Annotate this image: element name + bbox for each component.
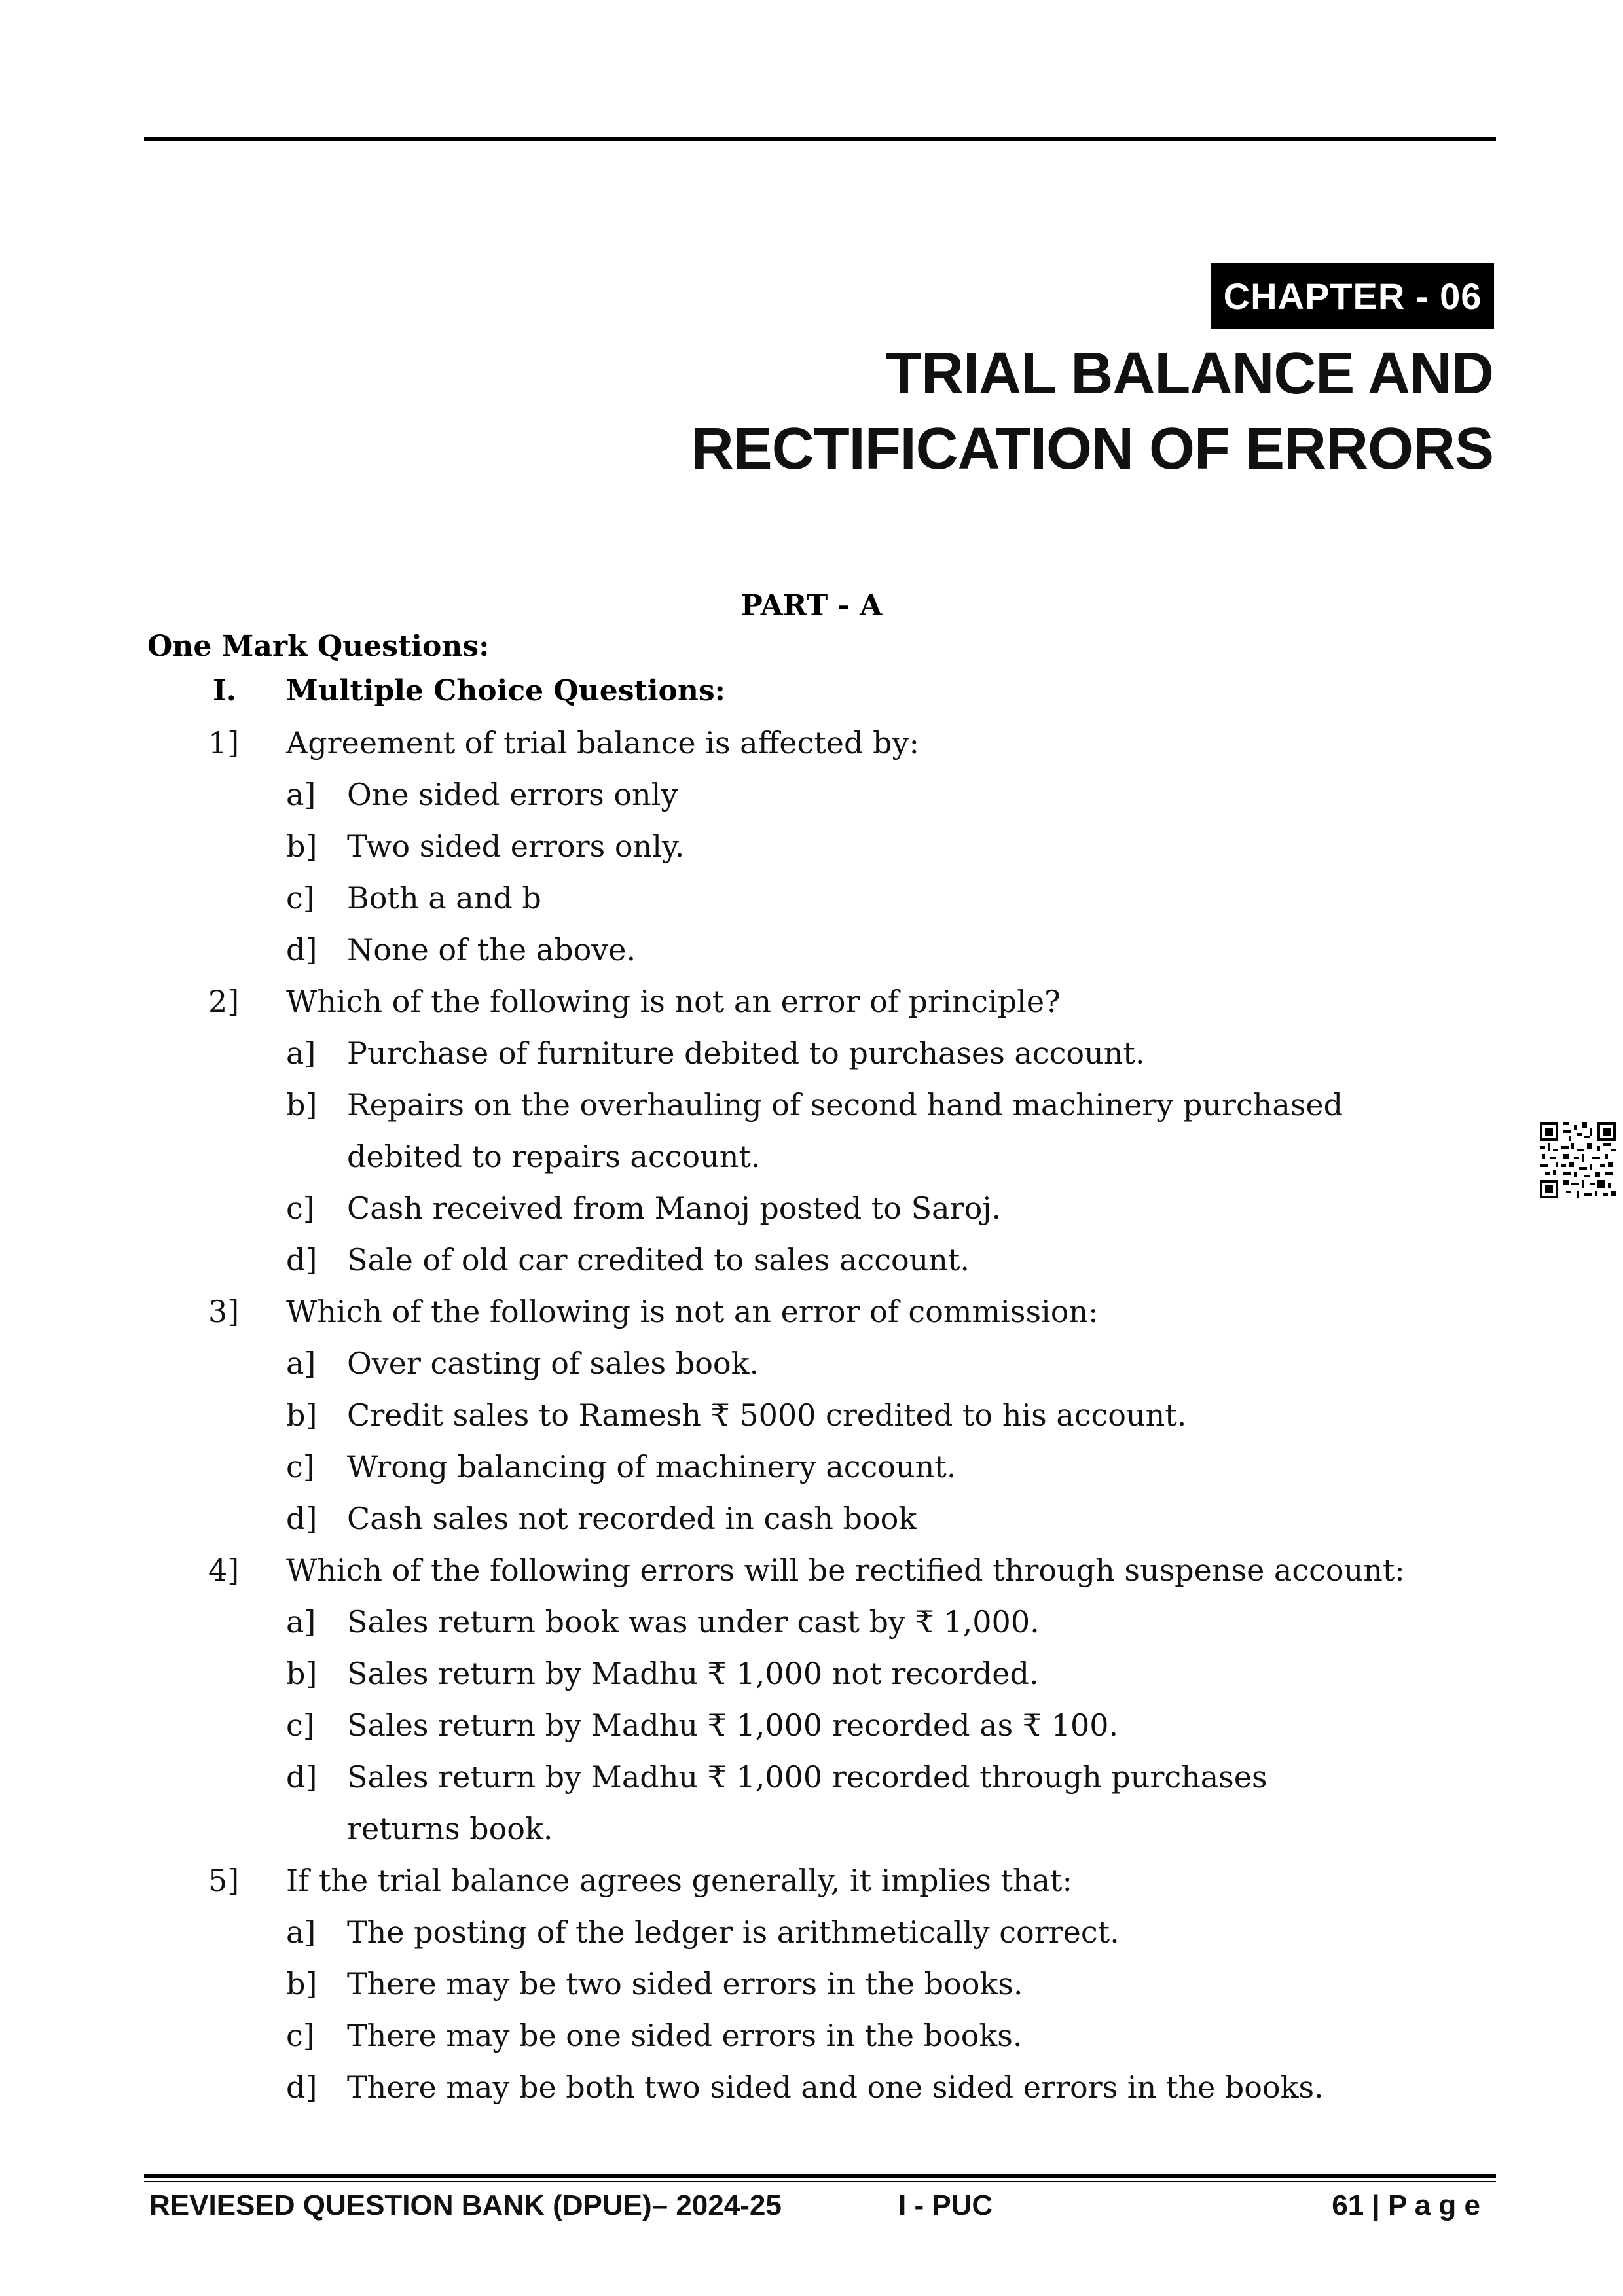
qr-code — [1540, 1122, 1616, 1198]
option-letter: c] — [286, 1708, 315, 1743]
question-number: 5] — [208, 1863, 240, 1898]
option-letter: b] — [286, 829, 318, 864]
page-label: P a g e — [1387, 2189, 1480, 2221]
option-letter: a] — [286, 1604, 316, 1640]
chapter-title-line1: TRIAL BALANCE AND — [886, 341, 1493, 406]
option-letter: c] — [286, 880, 315, 916]
question-number: 3] — [208, 1294, 240, 1329]
option-letter: d] — [286, 1242, 318, 1278]
footer-left: REVIESED QUESTION BANK (DPUE)– 2024-25 — [149, 2189, 782, 2221]
option-letter: c] — [286, 1191, 315, 1226]
option-text: There may be one sided errors in the books. — [347, 2018, 1023, 2053]
question-number: 4] — [208, 1552, 240, 1588]
question-text: Which of the following is not an error of principle? — [286, 984, 1061, 1019]
question-text: Agreement of trial balance is affected by: — [286, 725, 919, 761]
option-text: Wrong balancing of machinery account. — [347, 1449, 957, 1484]
footer-center: I - PUC — [898, 2189, 993, 2221]
option-text: Sale of old car credited to sales account. — [347, 1242, 970, 1278]
option-letter: a] — [286, 1914, 316, 1950]
option-text: Repairs on the overhauling of second hand machinery purchased — [347, 1087, 1343, 1122]
option-letter: a] — [286, 1035, 316, 1071]
option-letter: c] — [286, 1449, 315, 1484]
option-text: Sales return by Madhu ₹ 1,000 recorded through purchases — [347, 1759, 1267, 1795]
option-letter: d] — [286, 2070, 318, 2105]
question-number: 1] — [208, 725, 240, 761]
option-text: Over casting of sales book. — [347, 1346, 759, 1381]
option-text-continued: returns book. — [347, 1811, 553, 1846]
option-letter: d] — [286, 1759, 318, 1795]
option-text: Sales return book was under cast by ₹ 1,000. — [347, 1604, 1040, 1640]
option-text: Cash sales not recorded in cash book — [347, 1501, 917, 1536]
option-letter: d] — [286, 932, 318, 967]
top-rule — [144, 137, 1496, 141]
option-letter: a] — [286, 1346, 316, 1381]
option-text: Credit sales to Ramesh ₹ 5000 credited to his account. — [347, 1397, 1187, 1433]
option-letter: d] — [286, 1501, 318, 1536]
footer-page — [1332, 2189, 1480, 2222]
option-letter: b] — [286, 1087, 318, 1122]
option-letter: b] — [286, 1966, 318, 2001]
question-text: Which of the following is not an error of commission: — [286, 1294, 1099, 1329]
page-separator: | — [1372, 2189, 1380, 2221]
subsection-number: I. — [213, 674, 236, 708]
part-heading: PART - A — [740, 589, 883, 622]
chapter-label: CHAPTER - 06 — [1211, 263, 1494, 329]
option-text-continued: debited to repairs account. — [347, 1139, 761, 1174]
question-text: Which of the following errors will be rectified through suspense account: — [286, 1552, 1405, 1588]
question-number: 2] — [208, 984, 240, 1019]
option-letter: b] — [286, 1656, 318, 1691]
option-text: Purchase of furniture debited to purchases account. — [347, 1035, 1145, 1071]
option-text: None of the above. — [347, 932, 636, 967]
option-text: Sales return by Madhu ₹ 1,000 recorded as ₹ 100. — [347, 1708, 1119, 1743]
option-text: The posting of the ledger is arithmetically correct. — [347, 1914, 1120, 1950]
option-text: There may be both two sided and one sided errors in the books. — [347, 2070, 1324, 2105]
option-text: Cash received from Manoj posted to Saroj. — [347, 1191, 1002, 1226]
chapter-title-line2: RECTIFICATION OF ERRORS — [691, 416, 1493, 482]
section-heading: One Mark Questions: — [147, 630, 490, 663]
subsection-title: Multiple Choice Questions: — [286, 674, 725, 708]
option-letter: b] — [286, 1397, 318, 1433]
footer-rule-thin — [144, 2181, 1496, 2182]
option-text: Both a and b — [347, 880, 541, 916]
option-text: There may be two sided errors in the books. — [347, 1966, 1023, 2001]
page-number: 61 — [1332, 2189, 1364, 2221]
option-letter: c] — [286, 2018, 315, 2053]
question-text: If the trial balance agrees generally, it implies that: — [286, 1863, 1072, 1898]
footer-rule — [144, 2174, 1496, 2178]
option-letter: a] — [286, 777, 316, 812]
option-text: One sided errors only — [347, 777, 678, 812]
option-text: Sales return by Madhu ₹ 1,000 not recorded. — [347, 1656, 1039, 1691]
option-text: Two sided errors only. — [347, 829, 685, 864]
